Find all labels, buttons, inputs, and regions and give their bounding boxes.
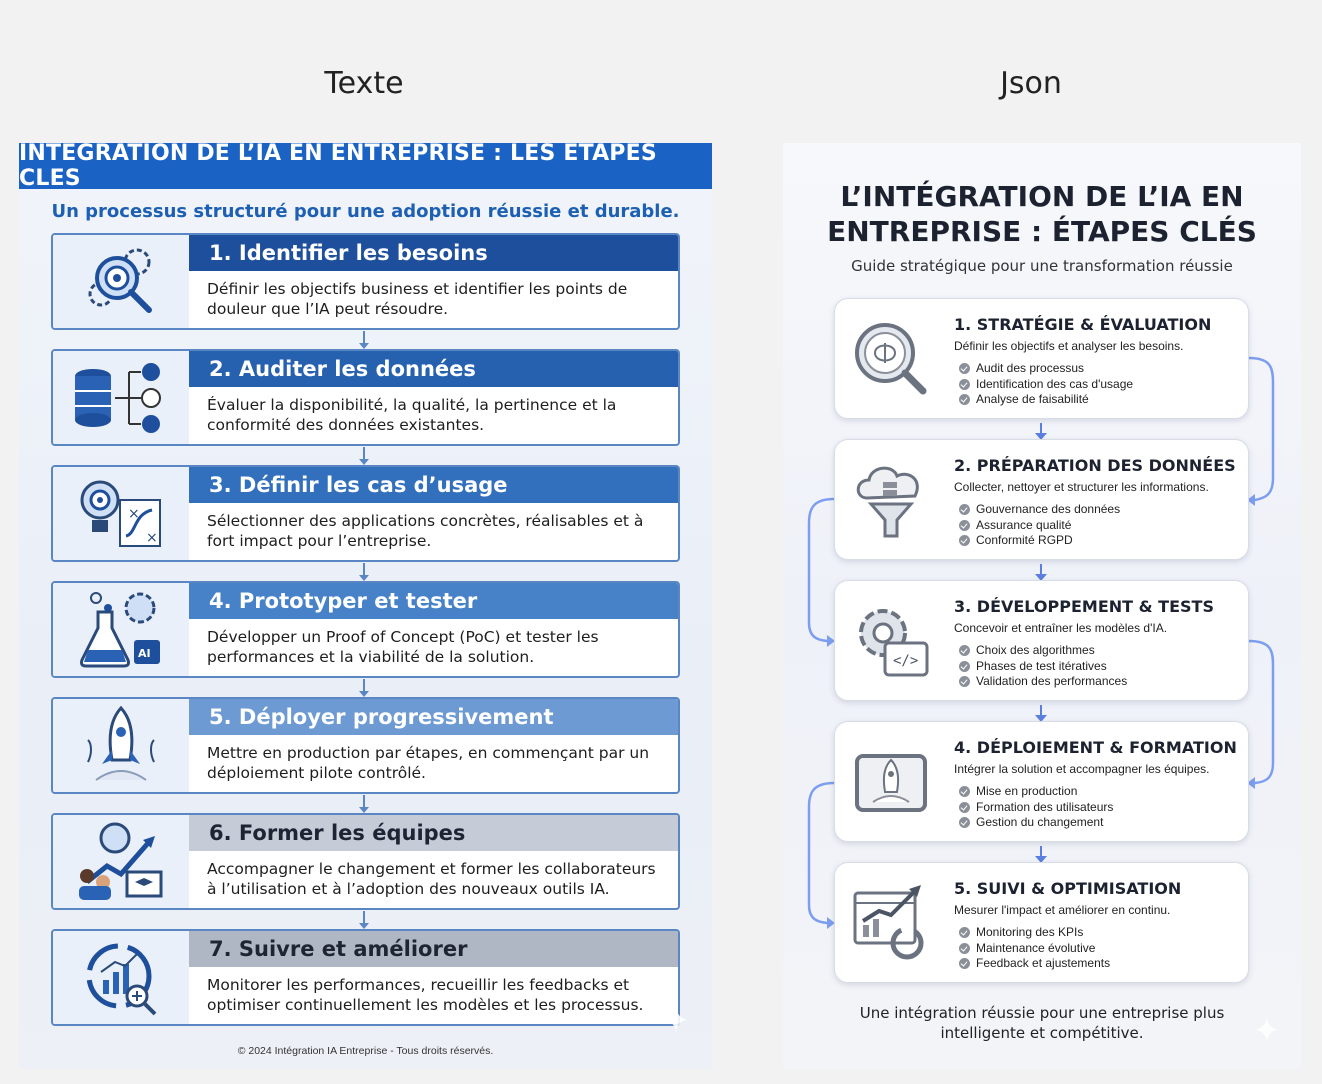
down-arrow-icon xyxy=(363,563,365,577)
right-step-checklist xyxy=(959,925,1110,972)
left-step-body: Mettre en production par étapes, en commençant par un déploiement pilote contrôlé. xyxy=(207,744,650,782)
left-step-card xyxy=(51,929,680,1026)
right-step-desc: Mesurer l'impact et améliorer en continu. xyxy=(954,903,1171,917)
right-title-line1: L’INTÉGRATION DE L’IA EN xyxy=(840,180,1244,213)
checklist-item: Mise en production xyxy=(959,784,1113,800)
right-step-card xyxy=(834,580,1249,701)
down-arrow-icon xyxy=(363,447,365,461)
database-check-icon xyxy=(53,351,189,444)
check-icon xyxy=(959,394,970,405)
left-step-card xyxy=(51,465,680,562)
left-column-title: Texte xyxy=(324,66,404,101)
left-step-body: Monitorer les performances, recueillir les feedbacks et optimiser continuellement les modèles et les processus. xyxy=(207,976,644,1014)
left-banner: INTEGRATION DE L’IA EN ENTREPRISE : LES ETAPES CLES xyxy=(19,143,712,189)
left-step-title: 7. Suivre et améliorer xyxy=(189,931,678,967)
check-icon xyxy=(959,661,970,672)
right-step-desc: Concevoir et entraîner les modèles d'IA. xyxy=(954,621,1168,635)
left-step-card xyxy=(51,697,680,794)
right-step-checklist xyxy=(959,502,1120,549)
check-icon xyxy=(959,379,970,390)
checklist-item: Gestion du changement xyxy=(959,815,1113,831)
down-arrow-icon xyxy=(363,331,365,345)
right-step-card xyxy=(834,439,1249,560)
cycle-chart-icon xyxy=(53,931,189,1024)
sparkle-icon: ✦ xyxy=(661,1002,690,1040)
checklist-item: Feedback et ajustements xyxy=(959,956,1110,972)
right-step-title: 1. STRATÉGIE & ÉVALUATION xyxy=(954,315,1212,334)
checklist-item: Phases de test itératives xyxy=(959,659,1127,675)
check-icon xyxy=(959,520,970,531)
right-step-desc: Collecter, nettoyer et structurer les informations. xyxy=(954,480,1209,494)
rocket-icon xyxy=(53,699,189,792)
check-icon xyxy=(959,645,970,656)
checklist-item: Monitoring des KPIs xyxy=(959,925,1110,941)
check-icon xyxy=(959,786,970,797)
left-step-card xyxy=(51,813,680,910)
checklist-item: Validation des performances xyxy=(959,674,1127,690)
left-step-title: 4. Prototyper et tester xyxy=(189,583,678,619)
left-step-title: 1. Identifier les besoins xyxy=(189,235,678,271)
checklist-item: Assurance qualité xyxy=(959,518,1120,534)
left-step-title: 2. Auditer les données xyxy=(189,351,678,387)
lightbulb-target-icon xyxy=(53,467,189,560)
flask-ai-chip-icon xyxy=(53,583,189,676)
check-icon xyxy=(959,535,970,546)
left-step-title: 3. Définir les cas d’usage xyxy=(189,467,678,503)
right-step-checklist xyxy=(959,784,1113,831)
right-step-desc: Intégrer la solution et accompagner les équipes. xyxy=(954,762,1210,776)
left-step-title: 5. Déployer progressivement xyxy=(189,699,678,735)
right-step-desc: Définir les objectifs et analyser les besoins. xyxy=(954,339,1184,353)
right-step-title: 3. DÉVELOPPEMENT & TESTS xyxy=(954,597,1214,616)
target-gears-magnifier-icon xyxy=(53,235,189,328)
checklist-item: Conformité RGPD xyxy=(959,533,1120,549)
checklist-item: Formation des utilisateurs xyxy=(959,800,1113,816)
left-step-body: Définir les objectifs business et identifier les points de douleur que l’IA peut résoudre. xyxy=(207,280,628,318)
left-step-body: Évaluer la disponibilité, la qualité, la pertinence et la conformité des données existantes. xyxy=(207,396,617,434)
left-step-card xyxy=(51,581,680,678)
check-icon xyxy=(959,958,970,969)
right-step-card xyxy=(834,298,1249,419)
checklist-item: Gouvernance des données xyxy=(959,502,1120,518)
down-arrow-icon xyxy=(1040,846,1042,858)
down-arrow-icon xyxy=(363,679,365,693)
chart-refresh-icon xyxy=(849,881,933,965)
down-arrow-icon xyxy=(1040,564,1042,576)
check-icon xyxy=(959,363,970,374)
down-arrow-icon xyxy=(363,795,365,809)
check-icon xyxy=(959,802,970,813)
checklist-item: Identification des cas d'usage xyxy=(959,377,1133,393)
left-step-body: Sélectionner des applications concrètes, réalisables et à fort impact pour l’entreprise. xyxy=(207,512,644,550)
check-icon xyxy=(959,943,970,954)
team-brain-growth-icon xyxy=(53,815,189,908)
right-step-title: 4. DÉPLOIEMENT & FORMATION xyxy=(954,738,1237,757)
tablet-rocket-icon xyxy=(849,740,933,824)
check-icon xyxy=(959,927,970,938)
right-step-checklist xyxy=(959,643,1127,690)
svg-text:×: × xyxy=(128,505,140,522)
sparkle-icon: ✦ xyxy=(1252,1012,1281,1050)
right-step-title: 5. SUIVI & OPTIMISATION xyxy=(954,879,1182,898)
json-infographic xyxy=(783,143,1301,1069)
down-arrow-icon xyxy=(363,911,365,925)
checklist-item: Choix des algorithmes xyxy=(959,643,1127,659)
right-title-line2: ENTREPRISE : ÉTAPES CLÉS xyxy=(827,215,1257,248)
ai-chip-label: AI xyxy=(138,646,151,660)
right-step-title: 2. PRÉPARATION DES DONNÉES xyxy=(954,456,1236,475)
right-column-title: Json xyxy=(1000,66,1062,101)
svg-text:×: × xyxy=(146,529,158,546)
cloud-funnel-icon xyxy=(849,458,933,542)
down-arrow-icon xyxy=(1040,705,1042,717)
left-subtitle: Un processus structuré pour une adoption réussie et durable. xyxy=(51,201,680,222)
left-step-body: Développer un Proof of Concept (PoC) et tester les performances et la viabilité de la solution. xyxy=(207,628,599,666)
left-step-title: 6. Former les équipes xyxy=(189,815,678,851)
left-step-body: Accompagner le changement et former les collaborateurs à l’utilisation et à l’adoption des nouveaux outils IA. xyxy=(207,860,656,898)
right-subtitle: Guide stratégique pour une transformation réussie xyxy=(851,257,1233,275)
right-title xyxy=(783,179,1301,249)
check-icon xyxy=(959,676,970,687)
text-infographic xyxy=(19,143,712,1069)
right-step-checklist xyxy=(959,361,1133,408)
left-step-card xyxy=(51,233,680,330)
right-step-card xyxy=(834,721,1249,842)
checklist-item: Maintenance évolutive xyxy=(959,941,1110,957)
left-footer: © 2024 Intégration IA Entreprise - Tous droits réservés. xyxy=(237,1045,494,1057)
checklist-item: Analyse de faisabilité xyxy=(959,392,1133,408)
right-footer: Une intégration réussie pour une entreprise plus intelligente et compétitive. xyxy=(859,1004,1225,1042)
gear-code-icon xyxy=(849,599,933,683)
right-step-card xyxy=(834,862,1249,983)
check-icon xyxy=(959,817,970,828)
brain-magnifier-icon xyxy=(849,317,933,401)
code-glyph: </> xyxy=(893,653,919,669)
check-icon xyxy=(959,504,970,515)
checklist-item: Audit des processus xyxy=(959,361,1133,377)
down-arrow-icon xyxy=(1040,423,1042,435)
left-step-card xyxy=(51,349,680,446)
